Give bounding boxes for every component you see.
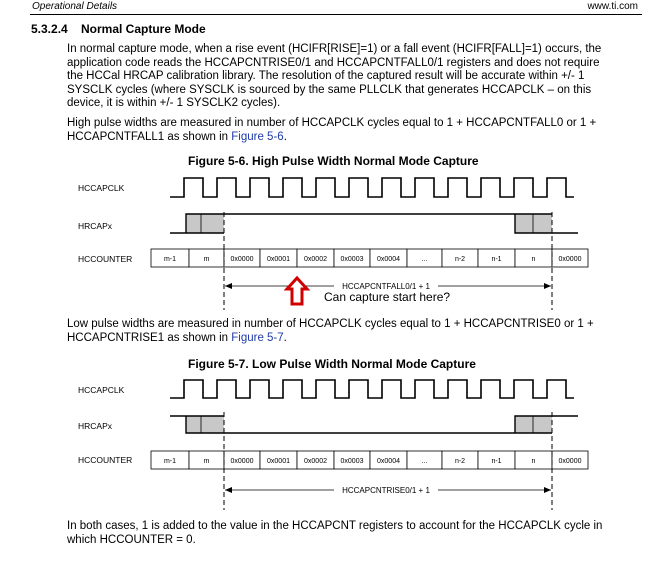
counter-cell-value: 0x0003	[340, 458, 364, 465]
counter-cell-value: n-2	[454, 256, 466, 263]
intro-line: device, it is within +/- 1 SYSCLK2 cycles).	[67, 97, 281, 110]
header-section-name: Operational Details	[32, 1, 118, 12]
section-number: 5.3.2.4	[31, 22, 68, 36]
section-heading	[31, 22, 206, 36]
clock-waveform	[170, 178, 574, 197]
counter-cell-value: 0x0003	[340, 256, 364, 263]
counter-row	[151, 451, 588, 469]
figure-5-7-title: Figure 5-7. Low Pulse Width Normal Mode Capture	[188, 357, 476, 371]
section-title: Normal Capture Mode	[81, 22, 206, 36]
signal-label-clk: HCCAPCLK	[78, 183, 125, 193]
signal-label-cap: HRCAPx	[78, 221, 113, 231]
clock-trace	[170, 178, 574, 197]
measure-label: HCCAPCNTFALL0/1 + 1	[342, 282, 430, 291]
footer-line: In both cases, 1 is added to the value in the HCCAPCNT registers to account for the HCCAPCLK cycle in	[67, 520, 603, 532]
clock-trace	[170, 380, 574, 398]
intro-paragraph	[67, 43, 639, 111]
counter-cell-value: ...	[421, 458, 428, 465]
counter-cell-value: 0x0001	[267, 458, 290, 465]
low-pulse-period: .	[283, 331, 287, 344]
figure-5-6-diagram	[0, 170, 649, 310]
footer-line: which HCCOUNTER = 0.	[67, 533, 196, 546]
counter-cell-value: m-1	[163, 256, 177, 263]
counter-cell-value: n-2	[454, 458, 466, 465]
uncertainty-window	[186, 214, 224, 233]
counter-cell-value: m	[203, 458, 210, 465]
figure-5-6-title: Figure 5-6. High Pulse Width Normal Mode Capture	[188, 154, 479, 168]
intro-line: In normal capture mode, when a rise event (HCIFR[RISE]=1) or a fall event (HCIFR[FALL]=1) occurs, the	[67, 43, 602, 55]
uncertainty-window	[515, 416, 552, 433]
signal-label-cap: HRCAPx	[78, 421, 113, 431]
counter-cell-value: n	[531, 256, 536, 263]
counter-cell-value: 0x0002	[304, 256, 327, 263]
intro-line: application code reads the HCCAPCNTRISE0/1 and HCCAPCNTFALL0/1 registers and does not require	[67, 56, 600, 69]
annotation-arrow-icon	[287, 278, 307, 304]
header-site: www.ti.com	[587, 1, 638, 12]
counter-cell-value: n	[531, 458, 536, 465]
counter-cell-value: 0x0004	[377, 458, 400, 465]
low-pulse-line: Low pulse widths are measured in number of HCCAPCLK cycles equal to 1 + HCCAPCNTRISE0 or 1 +	[67, 318, 594, 330]
high-pulse-line	[67, 131, 639, 145]
uncertainty-window	[186, 416, 224, 433]
counter-row	[151, 249, 588, 267]
intro-line: SYSCLK cycles (where SYSCLK is sourced by the same PLLCLK that generates HCCAPCLK – on this	[67, 83, 592, 96]
high-pulse-period: .	[283, 130, 287, 143]
page-header	[30, 0, 642, 15]
figure-5-6-link[interactable]: Figure 5-6	[231, 130, 284, 143]
low-pulse-line	[67, 332, 639, 346]
footer-paragraph	[67, 520, 639, 547]
clock-waveform	[170, 380, 574, 398]
figure-5-7-diagram	[0, 372, 649, 512]
uncertainty-window	[515, 214, 552, 233]
capture-waveform	[170, 214, 578, 233]
counter-cell-value: n-1	[491, 256, 502, 263]
signal-label-cnt: HCCOUNTER	[78, 455, 133, 465]
intro-line: the HCCal HRCAP calibration library. The resolution of the captured result will be accurate within +/- 1	[67, 70, 585, 83]
counter-cell-value: 0x0001	[267, 256, 290, 263]
counter-cell-value: m-1	[163, 458, 177, 465]
counter-cell-value: 0x0000	[558, 256, 582, 263]
counter-cell-value: 0x0002	[304, 458, 327, 465]
capture-waveform	[170, 416, 578, 433]
counter-cell-value: m	[203, 256, 210, 263]
high-pulse-text: HCCAPCNTFALL1 as shown in	[67, 130, 232, 143]
counter-cell-value: 0x0000	[230, 458, 254, 465]
counter-cell-value: 0x0000	[558, 458, 582, 465]
signal-label-clk: HCCAPCLK	[78, 385, 125, 395]
counter-cell-value: 0x0004	[377, 256, 400, 263]
high-pulse-paragraph	[67, 117, 639, 144]
annotation-question: Can capture start here?	[324, 290, 451, 304]
counter-cell-value: 0x0000	[230, 256, 254, 263]
low-pulse-paragraph	[67, 318, 639, 345]
measure-label: HCCAPCNTRISE0/1 + 1	[342, 486, 430, 495]
counter-cell-value: ...	[421, 256, 428, 263]
figure-5-7-link[interactable]: Figure 5-7	[231, 331, 284, 344]
low-pulse-text: HCCAPCNTRISE1 as shown in	[67, 331, 232, 344]
high-pulse-line: High pulse widths are measured in number of HCCAPCLK cycles equal to 1 + HCCAPCNTFALL0 or 1 +	[67, 117, 597, 129]
counter-cell-value: n-1	[491, 458, 502, 465]
signal-label-cnt: HCCOUNTER	[78, 254, 133, 264]
